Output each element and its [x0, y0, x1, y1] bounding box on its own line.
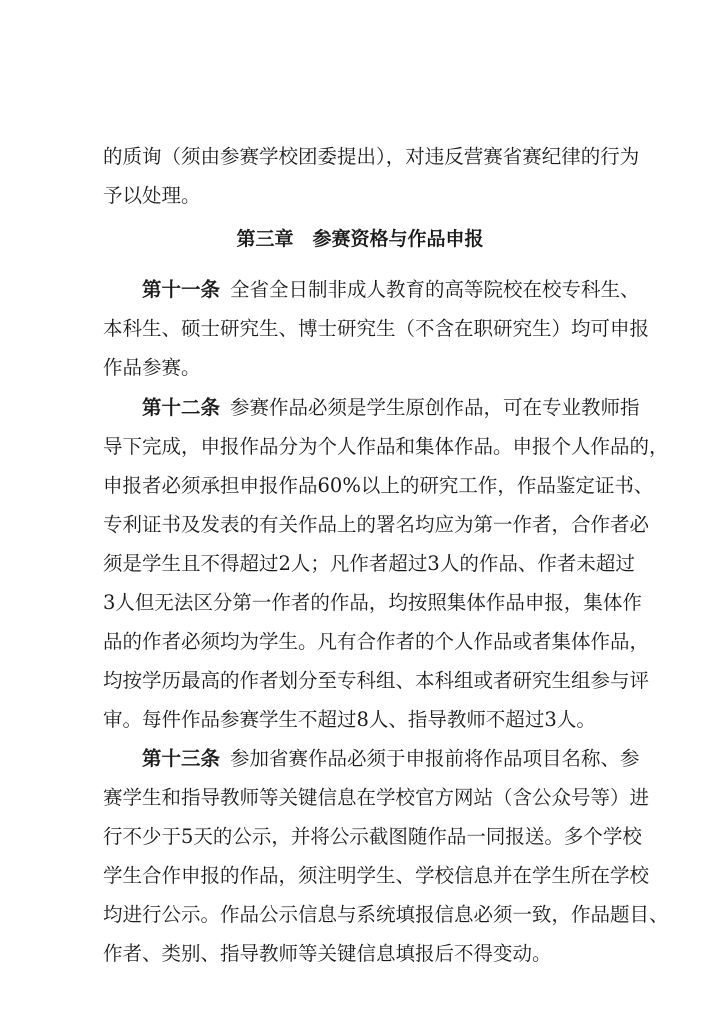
article-13-line: 赛学生和指导教师等关键信息在学校官方网站（含公众号等）进 — [103, 786, 650, 809]
article-12-first-line — [142, 396, 640, 420]
article-12-line: 均按学历最高的作者划分至专科组、本科组或者研究生组参与评 — [103, 669, 650, 692]
article-12-line: 导下完成，申报作品分为个人作品和集体作品。申报个人作品的， — [103, 435, 669, 458]
article-11-line: 作品参赛。 — [103, 356, 201, 379]
continuation-line-2: 予以处理。 — [103, 184, 201, 207]
article-13-title: 第十三条 — [142, 747, 221, 770]
continuation-line-1: 的质询（须由参赛学校团委提出），对违反营赛省赛纪律的行为 — [103, 145, 640, 168]
article-12-line: 品的作者必须均为学生。凡有合作者的个人作品或者集体作品， — [103, 630, 650, 653]
article-12-first-text: 参赛作品必须是学生原创作品，可在专业教师指 — [230, 396, 640, 419]
article-12-line: 须是学生且不得超过2人；凡作者超过3人的作品、作者未超过 — [103, 552, 635, 575]
article-11-line: 本科生、硕士研究生、博士研究生（不含在职研究生）均可申报 — [103, 317, 650, 340]
article-11-first-line — [142, 278, 640, 302]
article-13-line: 行不少于5天的公示，并将公示截图随作品一同报送。多个学校 — [103, 825, 642, 848]
chapter-title: 第三章 参赛资格与作品申报 — [236, 228, 484, 250]
article-13-first-line — [142, 747, 640, 771]
article-12-title: 第十二条 — [142, 396, 221, 419]
article-13-line: 学生合作申报的作品，须注明学生、学校信息并在学生所在学校 — [103, 864, 650, 887]
article-12-line: 3人但无法区分第一作者的作品，均按照集体作品申报，集体作 — [103, 591, 642, 614]
article-13-first-text: 参加省赛作品必须于申报前将作品项目名称、参 — [230, 747, 640, 770]
article-13-line: 作者、类别、指导教师等关键信息填报后不得变动。 — [103, 942, 552, 965]
article-12-line: 申报者必须承担申报作品60%以上的研究工作，作品鉴定证书、 — [103, 474, 654, 497]
article-11-title: 第十一条 — [142, 278, 221, 301]
article-12-line: 专利证书及发表的有关作品上的署名均应为第一作者，合作者必 — [103, 513, 650, 536]
article-12-line: 审。每件作品参赛学生不超过8人、指导教师不超过3人。 — [103, 708, 596, 731]
article-11-first-text: 全省全日制非成人教育的高等院校在校专科生、 — [230, 278, 640, 301]
article-13-line: 均进行公示。作品公示信息与系统填报信息必须一致，作品题目、 — [103, 903, 669, 926]
